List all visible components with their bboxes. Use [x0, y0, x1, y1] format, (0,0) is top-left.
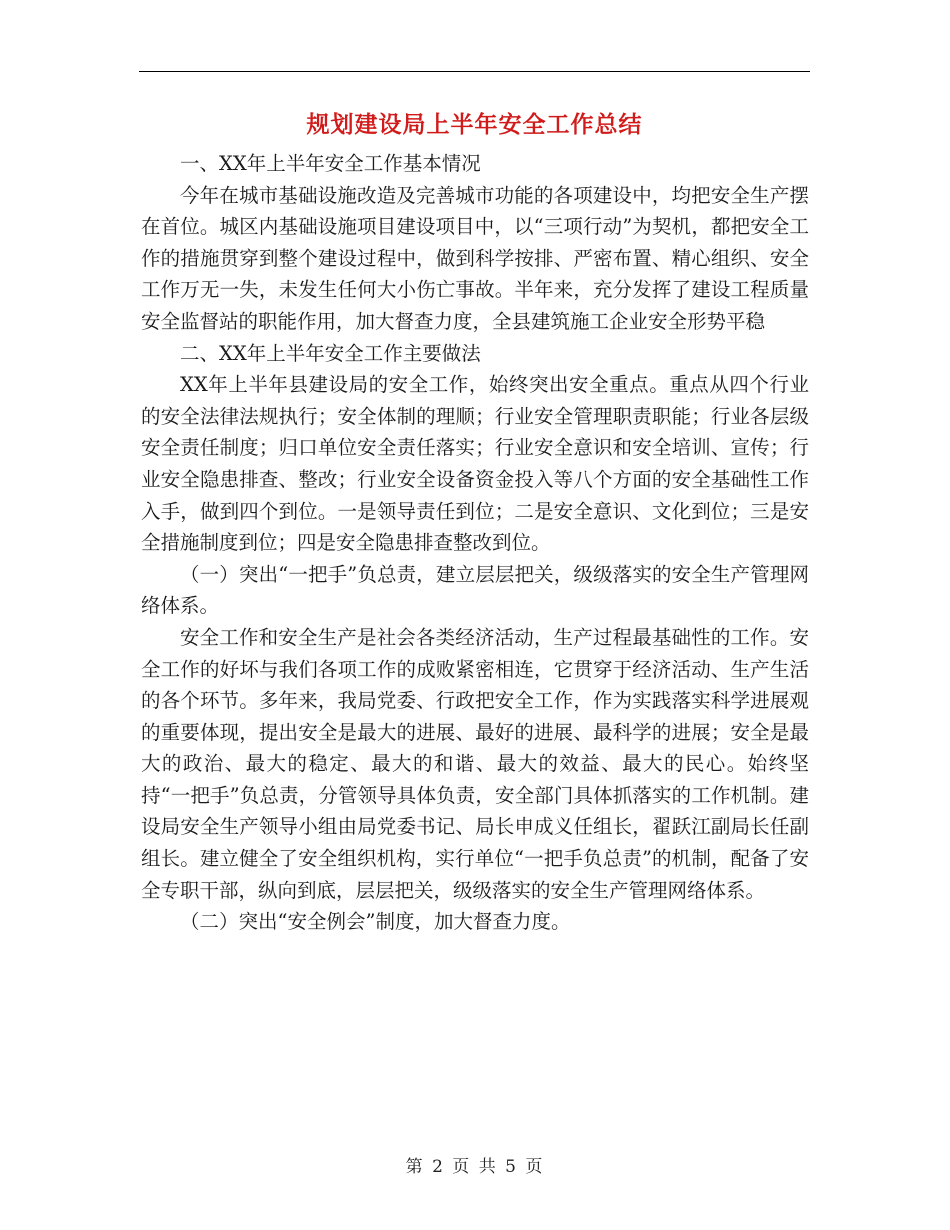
paragraph-3: 安全工作和安全生产是社会各类经济活动，生产过程最基础性的工作。安全工作的好坏与我们各项工作的成败紧密相连，它贯穿于经济活动、生产生活的各个环节。多年来，我局党委、行政把安全工作，作为实践落实科学进展观的重要体现，提出安全是最大的进展、最好的进展、最科学的进展；安全是最大的政治、最大的稳定、最大的和谐、最大的效益、最大的民心。始终坚持“一把手”负总责，分管领导具体负责，安全部门具体抓落实的工作机制。建设局安全生产领导小组由局党委书记、局长申成义任组长，翟跃江副局长任副组长。建立健全了安全组织机构，实行单位“一把手负总责”的机制，配备了安全专职干部，纵向到底，层层把关，级级落实的安全生产管理网络体系。: [141, 625, 809, 902]
document-title: 规划建设局上半年安全工作总结: [306, 111, 643, 138]
subsection-heading-2: （二）突出“安全例会”制度，加大督查力度。: [180, 910, 571, 934]
header-rule: [139, 71, 810, 72]
paragraph-2: XX年上半年县建设局的安全工作，始终突出安全重点。重点从四个行业的安全法律法规执行；安全体制的理顺；行业安全管理职责职能；行业各层级安全责任制度；归口单位安全责任落实；行业安全意识和安全培训、宣传；行业安全隐患排查、整改；行业安全设备资金投入等八个方面的安全基础性工作入手，做到四个到位。一是领导责任到位；二是安全意识、文化到位；三是安全措施制度到位；四是安全隐患排查整改到位。: [141, 373, 809, 555]
document-body: [141, 148, 809, 938]
section-heading-1: 一、XX年上半年安全工作基本情况: [180, 152, 481, 175]
subsection-heading-1: （一）突出“一把手”负总责，建立层层把关，级级落实的安全生产管理网络体系。: [141, 562, 809, 618]
page-number: 第 2 页 共 5 页: [405, 1157, 545, 1177]
section-heading-2: 二、XX年上半年安全工作主要做法: [180, 341, 481, 365]
paragraph-1: 今年在城市基础设施改造及完善城市功能的各项建设中，均把安全生产摆在首位。城区内基础设施项目建设项目中，以“三项行动”为契机，都把安全工作的措施贯穿到整个建设过程中，做到科学按排、严密布置、精心组织、安全工作万无一失，未发生任何大小伤亡事故。半年来，充分发挥了建设工程质量安全监督站的职能作用，加大督查力度，全县建筑施工企业安全形势平稳: [141, 183, 809, 333]
